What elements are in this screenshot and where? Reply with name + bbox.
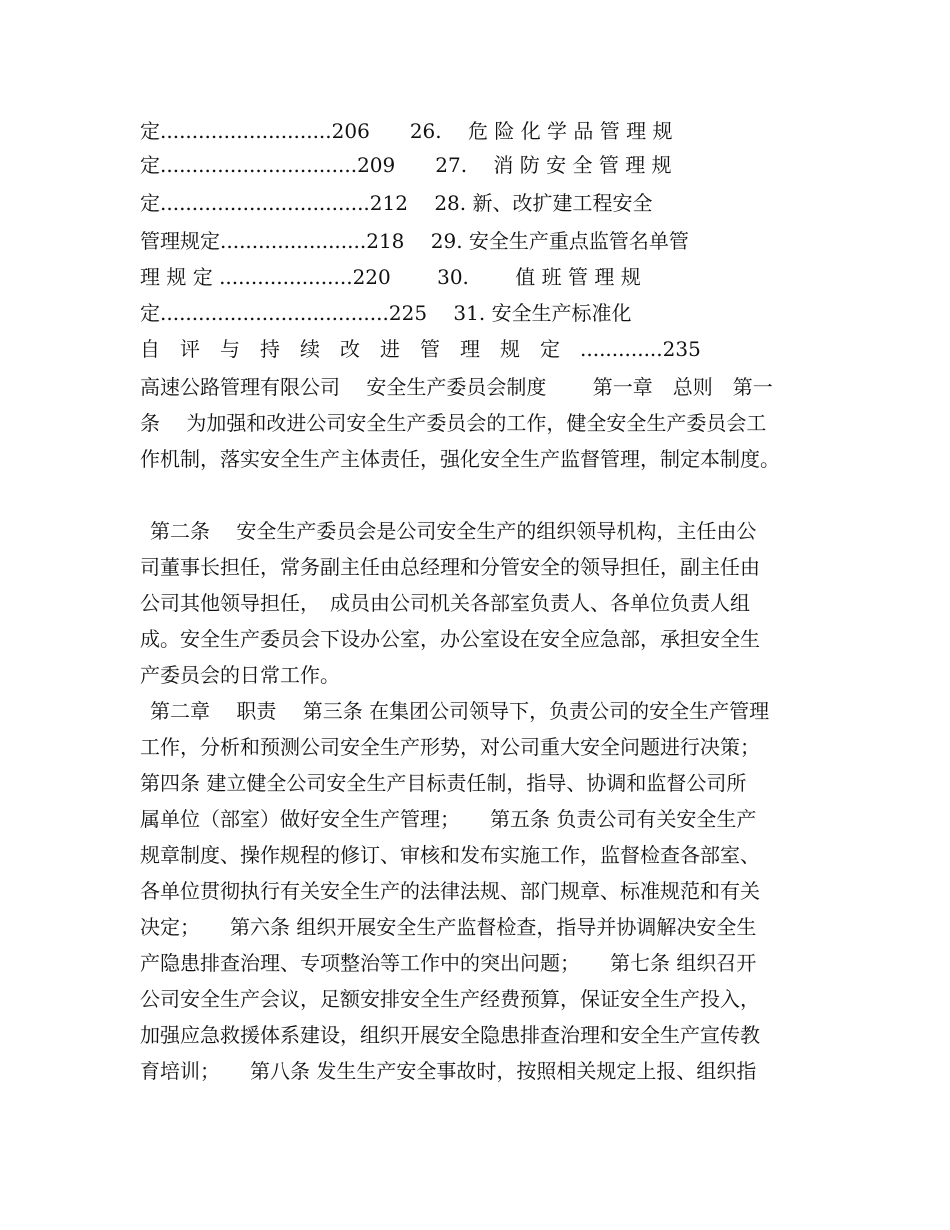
body-line: 工作，分析和预测公司安全生产形势，对公司重大安全问题进行决策；: [140, 735, 760, 759]
body-line: 条 为加强和改进公司安全生产委员会的工作，健全安全生产委员会工: [140, 411, 767, 435]
body-line: 第四条 建立健全公司安全生产目标责任制，指导、协调和监督公司所: [140, 771, 747, 795]
body-line: 加强应急救援体系建设，组织开展安全隐患排查治理和安全生产宣传教: [140, 1023, 760, 1047]
body-line: 第二章 职责 第三条 在集团公司领导下，负责公司的安全生产管理: [150, 699, 770, 723]
body-line: 各单位贯彻执行有关安全生产的法律法规、部门规章、标准规范和有关: [140, 879, 760, 903]
body-line: 决定； 第六条 组织开展安全生产监督检查，指导并协调解决安全生: [140, 915, 757, 939]
toc-line: 定.................................212 28. 新、改扩建工程安全: [140, 191, 653, 215]
toc-line: 定...............................209 27. 消 防 安 全 管 理 规: [140, 153, 672, 177]
body-line: 产委员会的日常工作。: [140, 663, 340, 687]
body-line: 第二条 安全生产委员会是公司安全生产的组织领导机构，主任由公: [150, 519, 757, 543]
toc-line: 理 规 定 .....................220 30. 值 班 管 理 规: [140, 265, 641, 289]
body-line: 公司其他领导担任， 成员由公司机关各部室负责人、各单位负责人组: [140, 591, 750, 615]
body-line: 作机制，落实安全生产主体责任，强化安全生产监督管理，制定本制度。: [140, 447, 780, 471]
body-line: 育培训； 第八条 发生生产安全事故时，按照相关规定上报、组织指: [140, 1059, 757, 1083]
body-line: 规章制度、操作规程的修订、审核和发布实施工作，监督检查各部室、: [140, 843, 760, 867]
toc-line: 定...........................206 26. 危 险 化 学 品 管 理 规: [140, 119, 673, 143]
body-line: 产隐患排查治理、专项整治等工作中的突出问题； 第七条 组织召开: [140, 951, 757, 975]
toc-line: 管理规定.......................218 29. 安全生产重点监管名单管: [140, 229, 689, 253]
toc-line: 定....................................225 31. 安全生产标准化: [140, 301, 632, 325]
toc-line: 自 评 与 持 续 改 进 管 理 规 定 .............235: [140, 337, 701, 361]
body-line: 司董事长担任，常务副主任由总经理和分管安全的领导担任，副主任由: [140, 555, 760, 579]
body-line: 属单位（部室）做好安全生产管理； 第五条 负责公司有关安全生产: [140, 807, 757, 831]
body-line: 成。安全生产委员会下设办公室，办公室设在安全应急部，承担安全生: [140, 627, 760, 651]
body-line: 公司安全生产会议，足额安排安全生产经费预算，保证安全生产投入，: [140, 987, 760, 1011]
body-line: 高速公路管理有限公司 安全生产委员会制度 第一章 总则 第一: [140, 375, 773, 399]
